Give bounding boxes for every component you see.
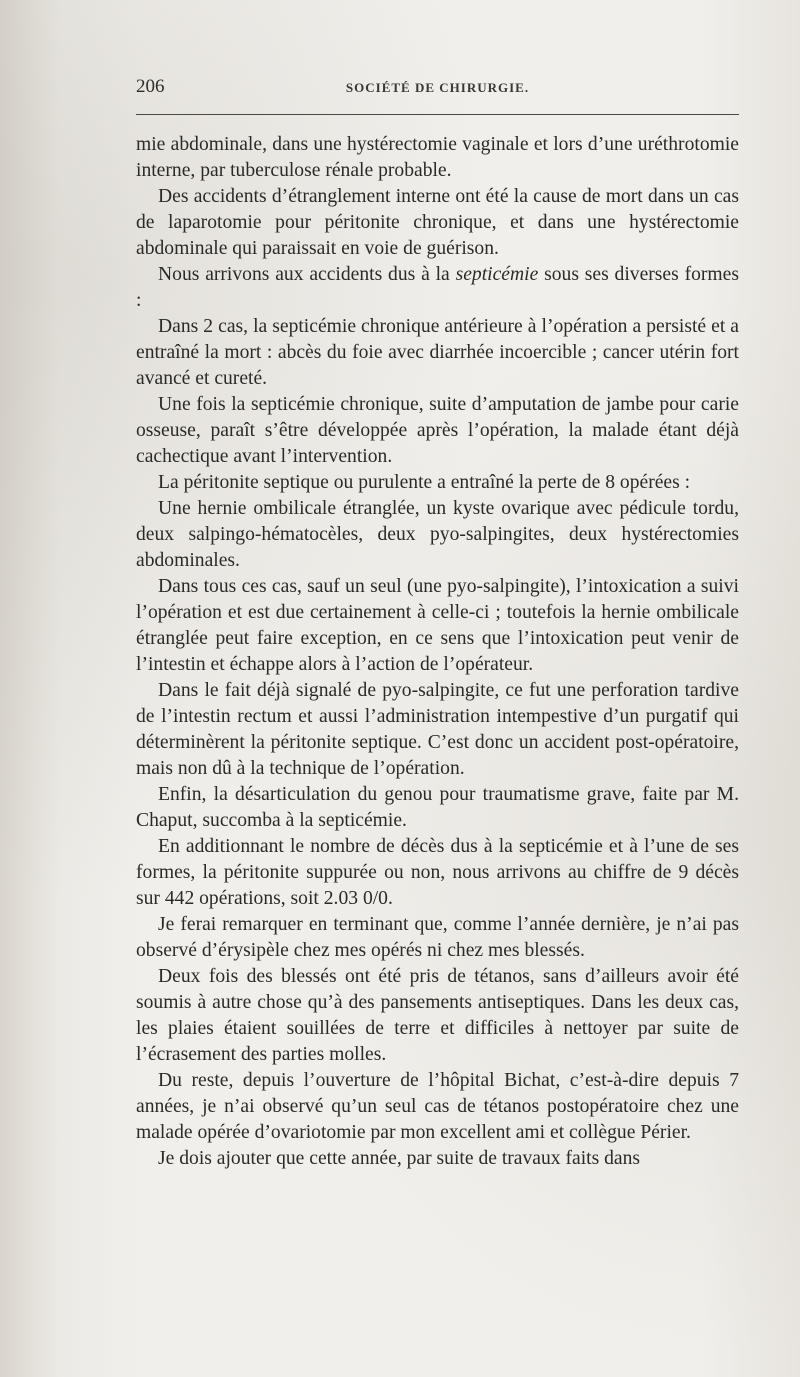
paragraph: Dans le fait déjà signalé de pyo-salpingite, ce fut une perforation tardive de l’intestin rectum et aussi l’administration intempestive d’un purgatif qui déterminèrent la péritonite septique. C’est donc un accident post-opératoire, mais non dû à la technique de l’opération. <box>136 680 739 779</box>
paragraph: Deux fois des blessés ont été pris de tétanos, sans d’ailleurs avoir été soumis à autre chose qu’à des pansements antiseptiques. Dans les deux cas, les plaies étaient souillées de terre et difficiles à nettoyer par suite de l’écrasement des parties molles. <box>136 966 739 1065</box>
paragraph: Une fois la septicémie chronique, suite d’amputation de jambe pour carie osseuse, paraît s’être développée après l’opération, la malade étant déjà cachectique avant l’intervention. <box>136 394 739 467</box>
page-header <box>136 76 739 104</box>
paragraph: La péritonite septique ou purulente a entraîné la perte de 8 opérées : <box>158 472 691 493</box>
paragraph: Une hernie ombilicale étranglée, un kyste ovarique avec pédicule tordu, deux salpingo-hématocèles, deux pyo-salpingites, deux hystérectomies abdominales. <box>136 498 739 571</box>
paragraph: Dans 2 cas, la septicémie chronique antérieure à l’opération a persisté et a entraîné la mort : abcès du foie avec diarrhée incoercible ; cancer utérin fort avancé et cureté. <box>136 316 739 389</box>
paragraph: Dans tous ces cas, sauf un seul (une pyo-salpingite), l’intoxication a suivi l’opération et est due certainement à celle-ci ; toutefois la hernie ombilicale étranglée peut faire exception, en ce sens que l’intoxication peut venir de l’intestin et échappe alors à l’action de l’opérateur. <box>136 576 739 675</box>
paragraph <box>136 262 739 314</box>
paragraph: Des accidents d’étranglement interne ont été la cause de mort dans un cas de laparotomie pour péritonite chronique, et dans une hystérectomie abdominale qui paraissait en voie de guérison. <box>136 186 739 259</box>
paragraph: Je ferai remarquer en terminant que, comme l’année dernière, je n’ai pas observé d’érysipèle chez mes opérés ni chez mes blessés. <box>136 914 739 961</box>
emphasis-septicemie: septicémie <box>455 264 539 285</box>
paragraph: Enfin, la désarticulation du genou pour traumatisme grave, faite par M. Chaput, succomba à la septicémie. <box>136 784 739 831</box>
running-head: SOCIÉTÉ DE CHIRURGIE. <box>345 80 530 95</box>
header-rule <box>136 114 739 115</box>
body-text <box>136 132 739 1172</box>
paragraph: En additionnant le nombre de décès dus à la septicémie et à l’une de ses formes, la péritonite suppurée ou non, nous arrivons au chiffre de 9 décès sur 442 opérations, soit 2.03 0/0. <box>136 836 739 909</box>
paragraph: Je dois ajouter que cette année, par suite de travaux faits dans <box>158 1148 641 1169</box>
page-number: 206 <box>136 76 165 97</box>
paragraph-tail: sous ses diverses formes : <box>136 264 739 311</box>
paragraph: Du reste, depuis l’ouverture de l’hôpital Bichat, c’est-à-dire depuis 7 années, je n’ai observé qu’un seul cas de tétanos postopératoire chez une malade opérée d’ovariotomie par mon excellent ami et collègue Périer. <box>136 1070 739 1143</box>
paragraph-lead: Nous arrivons aux accidents dus à la <box>158 264 450 285</box>
paragraph: mie abdominale, dans une hystérectomie vaginale et lors d’une uréthrotomie interne, par tuberculose rénale probable. <box>136 134 739 181</box>
